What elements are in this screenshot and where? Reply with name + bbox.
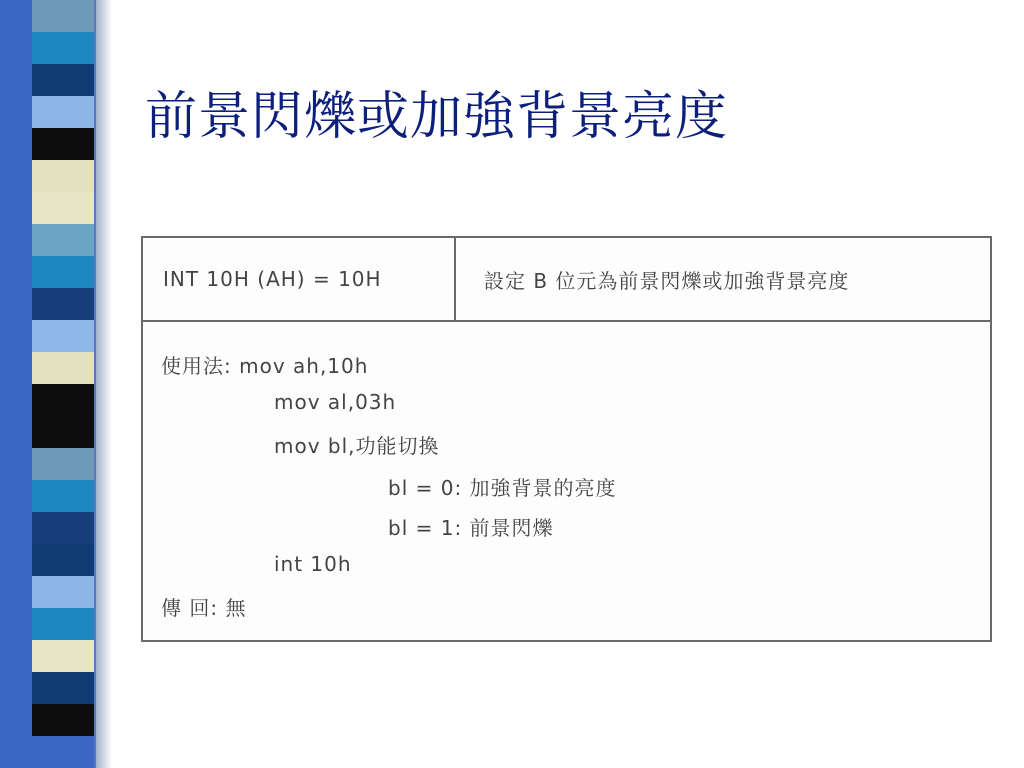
strip-block bbox=[32, 384, 94, 416]
figure-header-row bbox=[143, 238, 990, 322]
function-description: 設定 B 位元為前景閃爍或加強背景亮度 bbox=[484, 268, 850, 293]
strip-block bbox=[32, 352, 94, 384]
strip-block bbox=[32, 416, 94, 448]
usage-line-1: 使用法: mov ah,10h bbox=[161, 354, 369, 378]
strip-block bbox=[32, 544, 94, 576]
usage-line-5: bl = 1: 前景閃爍 bbox=[388, 516, 554, 540]
strip-block bbox=[32, 192, 94, 224]
strip-color-blocks bbox=[32, 0, 94, 768]
strip-edge bbox=[94, 0, 96, 768]
strip-block bbox=[32, 160, 94, 192]
strip-block bbox=[32, 736, 94, 768]
strip-block bbox=[32, 608, 94, 640]
decorative-side-strip bbox=[0, 0, 112, 768]
strip-block bbox=[32, 0, 94, 32]
usage-line-4: bl = 0: 加強背景的亮度 bbox=[388, 476, 617, 500]
strip-block bbox=[32, 64, 94, 96]
strip-block bbox=[32, 512, 94, 544]
usage-section bbox=[143, 322, 990, 640]
strip-block bbox=[32, 96, 94, 128]
bios-call-figure bbox=[141, 236, 992, 642]
strip-block bbox=[32, 128, 94, 160]
strip-block bbox=[32, 320, 94, 352]
slide-title: 前景閃爍或加強背景亮度 bbox=[145, 87, 729, 147]
strip-block bbox=[32, 32, 94, 64]
usage-line-2: mov al,03h bbox=[274, 390, 397, 414]
usage-line-3: mov bl,功能切換 bbox=[274, 434, 440, 458]
strip-block bbox=[32, 448, 94, 480]
strip-block bbox=[32, 224, 94, 256]
strip-block bbox=[32, 704, 94, 736]
strip-block bbox=[32, 640, 94, 672]
return-line: 傳 回: 無 bbox=[161, 596, 247, 620]
usage-line-6: int 10h bbox=[274, 552, 352, 576]
strip-block bbox=[32, 576, 94, 608]
strip-blue-band bbox=[0, 0, 32, 768]
strip-fade bbox=[94, 0, 112, 768]
strip-block bbox=[32, 256, 94, 288]
interrupt-label: INT 10H (AH) = 10H bbox=[143, 238, 456, 320]
strip-block bbox=[32, 288, 94, 320]
strip-block bbox=[32, 480, 94, 512]
strip-block bbox=[32, 672, 94, 704]
